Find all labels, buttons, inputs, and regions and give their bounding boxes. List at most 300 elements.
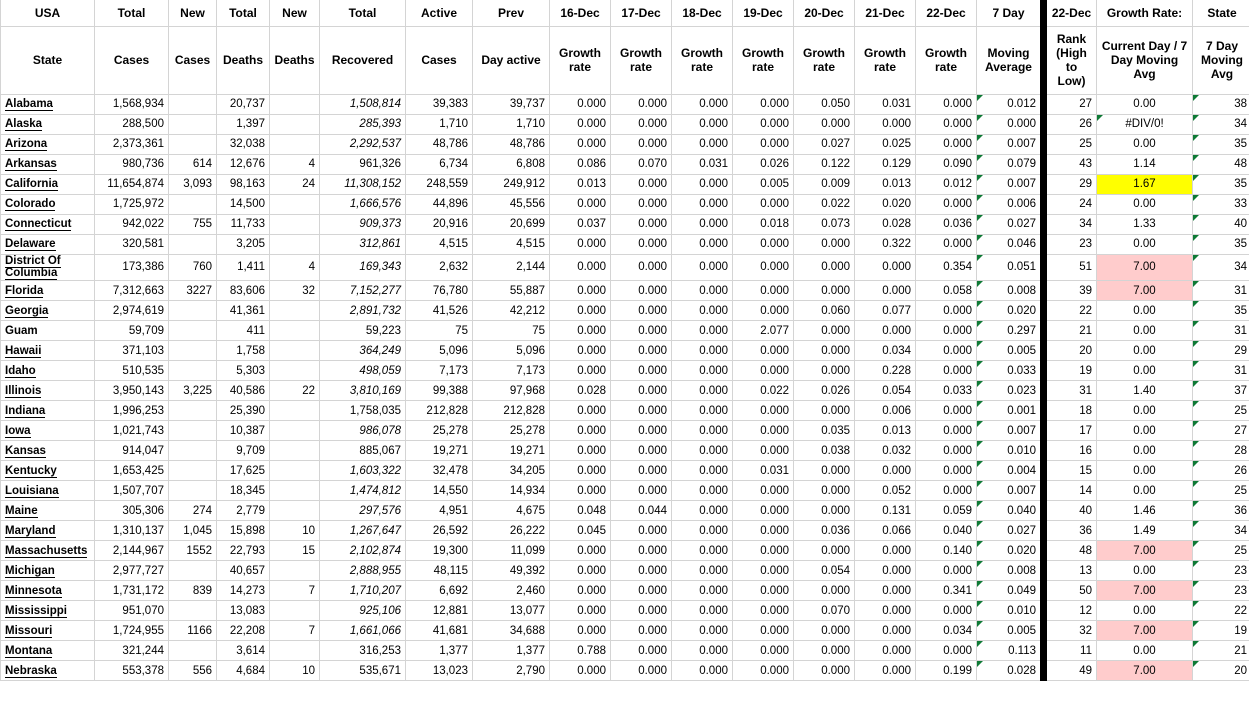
table-row[interactable] xyxy=(1,641,1249,661)
recovered-cell[interactable]: 1,710,207 xyxy=(320,581,406,601)
active-cases-cell[interactable]: 2,632 xyxy=(406,254,473,281)
active-cases-cell[interactable]: 41,526 xyxy=(406,301,473,321)
growth-rate-g20-cell[interactable]: 0.000 xyxy=(794,401,855,421)
rank-cell[interactable]: 48 xyxy=(1044,541,1097,561)
current-over-avg-cell[interactable]: 0.00 xyxy=(1097,421,1193,441)
moving-average-cell[interactable]: 0.027 xyxy=(977,214,1044,234)
active-cases-cell[interactable]: 25,278 xyxy=(406,421,473,441)
new-cases-cell[interactable]: 274 xyxy=(169,501,217,521)
new-deaths-cell[interactable] xyxy=(270,194,320,214)
growth-rate-g19-cell[interactable]: 0.000 xyxy=(733,621,794,641)
recovered-cell[interactable]: 885,067 xyxy=(320,441,406,461)
growth-rate-g17-cell[interactable]: 0.000 xyxy=(611,134,672,154)
growth-rate-g21-cell[interactable]: 0.000 xyxy=(855,661,916,681)
state-name-cell[interactable] xyxy=(1,521,95,541)
growth-rate-g22-cell[interactable]: 0.354 xyxy=(916,254,977,281)
growth-rate-g17-cell[interactable]: 0.000 xyxy=(611,361,672,381)
total-deaths-cell[interactable]: 14,273 xyxy=(217,581,270,601)
table-row[interactable] xyxy=(1,621,1249,641)
growth-rate-g22-cell[interactable]: 0.000 xyxy=(916,94,977,114)
recovered-cell[interactable]: 498,059 xyxy=(320,361,406,381)
new-deaths-cell[interactable]: 10 xyxy=(270,661,320,681)
growth-rate-g18-cell[interactable]: 0.000 xyxy=(672,541,733,561)
growth-rate-g17-cell[interactable]: 0.000 xyxy=(611,521,672,541)
growth-rate-g19-cell[interactable]: 0.000 xyxy=(733,114,794,134)
growth-rate-g22-cell[interactable]: 0.000 xyxy=(916,481,977,501)
total-deaths-cell[interactable]: 411 xyxy=(217,321,270,341)
total-cases-cell[interactable]: 1,568,934 xyxy=(95,94,169,114)
new-deaths-cell[interactable]: 7 xyxy=(270,621,320,641)
growth-rate-g18-cell[interactable]: 0.000 xyxy=(672,381,733,401)
current-over-avg-cell[interactable]: 1.14 xyxy=(1097,154,1193,174)
state-7day-moving-avg-cell[interactable]: 31 xyxy=(1193,321,1249,341)
new-cases-cell[interactable] xyxy=(169,321,217,341)
table-row[interactable] xyxy=(1,481,1249,501)
growth-rate-g21-cell[interactable]: 0.000 xyxy=(855,641,916,661)
recovered-cell[interactable]: 1,758,035 xyxy=(320,401,406,421)
recovered-cell[interactable]: 3,810,169 xyxy=(320,381,406,401)
new-cases-cell[interactable] xyxy=(169,194,217,214)
rank-cell[interactable]: 29 xyxy=(1044,174,1097,194)
rank-cell[interactable]: 17 xyxy=(1044,421,1097,441)
state-7day-moving-avg-cell[interactable]: 35 xyxy=(1193,174,1249,194)
growth-rate-g22-cell[interactable]: 0.033 xyxy=(916,381,977,401)
state-name-cell[interactable] xyxy=(1,214,95,234)
growth-rate-g17-cell[interactable]: 0.000 xyxy=(611,641,672,661)
rank-cell[interactable]: 14 xyxy=(1044,481,1097,501)
state-7day-moving-avg-cell[interactable]: 26 xyxy=(1193,461,1249,481)
total-deaths-cell[interactable]: 32,038 xyxy=(217,134,270,154)
current-over-avg-cell[interactable]: 1.40 xyxy=(1097,381,1193,401)
growth-rate-g21-cell[interactable]: 0.034 xyxy=(855,341,916,361)
total-cases-cell[interactable]: 914,047 xyxy=(95,441,169,461)
new-cases-cell[interactable]: 614 xyxy=(169,154,217,174)
growth-rate-g19-cell[interactable]: 0.000 xyxy=(733,194,794,214)
active-cases-cell[interactable]: 19,271 xyxy=(406,441,473,461)
growth-rate-g21-cell[interactable]: 0.077 xyxy=(855,301,916,321)
new-cases-cell[interactable]: 3,225 xyxy=(169,381,217,401)
total-deaths-cell[interactable]: 41,361 xyxy=(217,301,270,321)
growth-rate-g20-cell[interactable]: 0.050 xyxy=(794,94,855,114)
moving-average-cell[interactable]: 0.040 xyxy=(977,501,1044,521)
growth-rate-g22-cell[interactable]: 0.000 xyxy=(916,461,977,481)
state-name-cell[interactable] xyxy=(1,194,95,214)
total-cases-cell[interactable]: 11,654,874 xyxy=(95,174,169,194)
growth-rate-g18-cell[interactable]: 0.000 xyxy=(672,441,733,461)
recovered-cell[interactable]: 1,267,647 xyxy=(320,521,406,541)
prev-day-active-cell[interactable]: 19,271 xyxy=(473,441,550,461)
moving-average-cell[interactable]: 0.028 xyxy=(977,661,1044,681)
table-row[interactable] xyxy=(1,661,1249,681)
growth-rate-g22-cell[interactable]: 0.012 xyxy=(916,174,977,194)
state-7day-moving-avg-cell[interactable]: 25 xyxy=(1193,401,1249,421)
growth-rate-g20-cell[interactable]: 0.073 xyxy=(794,214,855,234)
rank-cell[interactable]: 25 xyxy=(1044,134,1097,154)
rank-cell[interactable]: 39 xyxy=(1044,281,1097,301)
growth-rate-g20-cell[interactable]: 0.000 xyxy=(794,621,855,641)
growth-rate-g18-cell[interactable]: 0.000 xyxy=(672,421,733,441)
new-deaths-cell[interactable] xyxy=(270,94,320,114)
state-7day-moving-avg-cell[interactable]: 35 xyxy=(1193,301,1249,321)
growth-rate-g22-cell[interactable]: 0.000 xyxy=(916,361,977,381)
state-7day-moving-avg-cell[interactable]: 19 xyxy=(1193,621,1249,641)
rank-cell[interactable]: 24 xyxy=(1044,194,1097,214)
total-cases-cell[interactable]: 2,977,727 xyxy=(95,561,169,581)
active-cases-cell[interactable]: 19,300 xyxy=(406,541,473,561)
growth-rate-g21-cell[interactable]: 0.052 xyxy=(855,481,916,501)
new-cases-cell[interactable]: 1166 xyxy=(169,621,217,641)
table-row[interactable] xyxy=(1,254,1249,281)
growth-rate-g17-cell[interactable]: 0.000 xyxy=(611,461,672,481)
growth-rate-g21-cell[interactable]: 0.006 xyxy=(855,401,916,421)
current-over-avg-cell[interactable]: 0.00 xyxy=(1097,481,1193,501)
total-deaths-cell[interactable]: 83,606 xyxy=(217,281,270,301)
growth-rate-g22-cell[interactable]: 0.036 xyxy=(916,214,977,234)
recovered-cell[interactable]: 925,106 xyxy=(320,601,406,621)
growth-rate-g17-cell[interactable]: 0.000 xyxy=(611,281,672,301)
growth-rate-g20-cell[interactable]: 0.000 xyxy=(794,281,855,301)
total-deaths-cell[interactable]: 18,345 xyxy=(217,481,270,501)
table-row[interactable] xyxy=(1,154,1249,174)
recovered-cell[interactable]: 961,326 xyxy=(320,154,406,174)
prev-day-active-cell[interactable]: 25,278 xyxy=(473,421,550,441)
table-row[interactable] xyxy=(1,561,1249,581)
recovered-cell[interactable]: 312,861 xyxy=(320,234,406,254)
current-over-avg-cell[interactable]: 7.00 xyxy=(1097,254,1193,281)
recovered-cell[interactable]: 285,393 xyxy=(320,114,406,134)
growth-rate-g18-cell[interactable]: 0.000 xyxy=(672,581,733,601)
recovered-cell[interactable]: 2,888,955 xyxy=(320,561,406,581)
prev-day-active-cell[interactable]: 34,205 xyxy=(473,461,550,481)
growth-rate-g17-cell[interactable]: 0.000 xyxy=(611,661,672,681)
growth-rate-g22-cell[interactable]: 0.000 xyxy=(916,134,977,154)
new-deaths-cell[interactable]: 4 xyxy=(270,254,320,281)
new-cases-cell[interactable]: 556 xyxy=(169,661,217,681)
growth-rate-g22-cell[interactable]: 0.000 xyxy=(916,301,977,321)
moving-average-cell[interactable]: 0.008 xyxy=(977,561,1044,581)
state-7day-moving-avg-cell[interactable]: 23 xyxy=(1193,561,1249,581)
total-deaths-cell[interactable]: 12,676 xyxy=(217,154,270,174)
state-name-cell[interactable] xyxy=(1,581,95,601)
growth-rate-g22-cell[interactable]: 0.000 xyxy=(916,601,977,621)
current-over-avg-cell[interactable]: 0.00 xyxy=(1097,134,1193,154)
growth-rate-g22-cell[interactable]: 0.000 xyxy=(916,234,977,254)
moving-average-cell[interactable]: 0.051 xyxy=(977,254,1044,281)
growth-rate-g18-cell[interactable]: 0.000 xyxy=(672,134,733,154)
moving-average-cell[interactable]: 0.020 xyxy=(977,301,1044,321)
total-deaths-cell[interactable]: 22,793 xyxy=(217,541,270,561)
growth-rate-g16-cell[interactable]: 0.000 xyxy=(550,661,611,681)
new-cases-cell[interactable]: 760 xyxy=(169,254,217,281)
total-cases-cell[interactable]: 288,500 xyxy=(95,114,169,134)
active-cases-cell[interactable]: 26,592 xyxy=(406,521,473,541)
growth-rate-g19-cell[interactable]: 0.026 xyxy=(733,154,794,174)
moving-average-cell[interactable]: 0.010 xyxy=(977,601,1044,621)
total-deaths-cell[interactable]: 25,390 xyxy=(217,401,270,421)
growth-rate-g21-cell[interactable]: 0.013 xyxy=(855,421,916,441)
total-deaths-cell[interactable]: 20,737 xyxy=(217,94,270,114)
growth-rate-g20-cell[interactable]: 0.000 xyxy=(794,501,855,521)
state-name-cell[interactable] xyxy=(1,501,95,521)
growth-rate-g22-cell[interactable]: 0.000 xyxy=(916,114,977,134)
current-over-avg-cell[interactable]: 7.00 xyxy=(1097,661,1193,681)
prev-day-active-cell[interactable]: 13,077 xyxy=(473,601,550,621)
recovered-cell[interactable]: 1,661,066 xyxy=(320,621,406,641)
new-deaths-cell[interactable] xyxy=(270,461,320,481)
total-deaths-cell[interactable]: 5,303 xyxy=(217,361,270,381)
moving-average-cell[interactable]: 0.005 xyxy=(977,341,1044,361)
growth-rate-g18-cell[interactable]: 0.000 xyxy=(672,601,733,621)
growth-rate-g17-cell[interactable]: 0.070 xyxy=(611,154,672,174)
moving-average-cell[interactable]: 0.046 xyxy=(977,234,1044,254)
state-7day-moving-avg-cell[interactable]: 23 xyxy=(1193,581,1249,601)
state-7day-moving-avg-cell[interactable]: 40 xyxy=(1193,214,1249,234)
growth-rate-g21-cell[interactable]: 0.000 xyxy=(855,321,916,341)
growth-rate-g20-cell[interactable]: 0.000 xyxy=(794,661,855,681)
growth-rate-g18-cell[interactable]: 0.000 xyxy=(672,481,733,501)
recovered-cell[interactable]: 2,102,874 xyxy=(320,541,406,561)
new-cases-cell[interactable]: 3,093 xyxy=(169,174,217,194)
state-7day-moving-avg-cell[interactable]: 20 xyxy=(1193,661,1249,681)
total-cases-cell[interactable]: 1,653,425 xyxy=(95,461,169,481)
state-name-cell[interactable] xyxy=(1,174,95,194)
state-name-cell[interactable] xyxy=(1,281,95,301)
growth-rate-g20-cell[interactable]: 0.000 xyxy=(794,114,855,134)
growth-rate-g20-cell[interactable]: 0.060 xyxy=(794,301,855,321)
prev-day-active-cell[interactable]: 42,212 xyxy=(473,301,550,321)
rank-cell[interactable]: 15 xyxy=(1044,461,1097,481)
state-7day-moving-avg-cell[interactable]: 33 xyxy=(1193,194,1249,214)
growth-rate-g16-cell[interactable]: 0.000 xyxy=(550,134,611,154)
new-cases-cell[interactable] xyxy=(169,401,217,421)
prev-day-active-cell[interactable]: 11,099 xyxy=(473,541,550,561)
total-deaths-cell[interactable]: 2,779 xyxy=(217,501,270,521)
total-cases-cell[interactable]: 1,310,137 xyxy=(95,521,169,541)
current-over-avg-cell[interactable]: 0.00 xyxy=(1097,361,1193,381)
rank-cell[interactable]: 50 xyxy=(1044,581,1097,601)
growth-rate-g18-cell[interactable]: 0.000 xyxy=(672,661,733,681)
growth-rate-g20-cell[interactable]: 0.070 xyxy=(794,601,855,621)
table-row[interactable] xyxy=(1,94,1249,114)
total-cases-cell[interactable]: 951,070 xyxy=(95,601,169,621)
total-cases-cell[interactable]: 1,725,972 xyxy=(95,194,169,214)
rank-cell[interactable]: 40 xyxy=(1044,501,1097,521)
active-cases-cell[interactable]: 32,478 xyxy=(406,461,473,481)
growth-rate-g18-cell[interactable]: 0.000 xyxy=(672,461,733,481)
prev-day-active-cell[interactable]: 97,968 xyxy=(473,381,550,401)
prev-day-active-cell[interactable]: 20,699 xyxy=(473,214,550,234)
moving-average-cell[interactable]: 0.000 xyxy=(977,114,1044,134)
rank-cell[interactable]: 12 xyxy=(1044,601,1097,621)
rank-cell[interactable]: 43 xyxy=(1044,154,1097,174)
total-deaths-cell[interactable]: 1,411 xyxy=(217,254,270,281)
new-deaths-cell[interactable] xyxy=(270,301,320,321)
active-cases-cell[interactable]: 248,559 xyxy=(406,174,473,194)
rank-cell[interactable]: 36 xyxy=(1044,521,1097,541)
new-cases-cell[interactable] xyxy=(169,441,217,461)
new-deaths-cell[interactable] xyxy=(270,561,320,581)
growth-rate-g16-cell[interactable]: 0.000 xyxy=(550,481,611,501)
new-deaths-cell[interactable] xyxy=(270,641,320,661)
rank-cell[interactable]: 26 xyxy=(1044,114,1097,134)
growth-rate-g20-cell[interactable]: 0.000 xyxy=(794,541,855,561)
active-cases-cell[interactable]: 20,916 xyxy=(406,214,473,234)
total-deaths-cell[interactable]: 9,709 xyxy=(217,441,270,461)
prev-day-active-cell[interactable]: 2,144 xyxy=(473,254,550,281)
recovered-cell[interactable]: 986,078 xyxy=(320,421,406,441)
new-cases-cell[interactable] xyxy=(169,301,217,321)
new-deaths-cell[interactable]: 7 xyxy=(270,581,320,601)
growth-rate-g16-cell[interactable]: 0.000 xyxy=(550,601,611,621)
growth-rate-g16-cell[interactable]: 0.000 xyxy=(550,461,611,481)
rank-cell[interactable]: 18 xyxy=(1044,401,1097,421)
new-cases-cell[interactable]: 1552 xyxy=(169,541,217,561)
rank-cell[interactable]: 51 xyxy=(1044,254,1097,281)
moving-average-cell[interactable]: 0.006 xyxy=(977,194,1044,214)
total-cases-cell[interactable]: 173,386 xyxy=(95,254,169,281)
growth-rate-g20-cell[interactable]: 0.000 xyxy=(794,641,855,661)
growth-rate-g17-cell[interactable]: 0.000 xyxy=(611,214,672,234)
moving-average-cell[interactable]: 0.033 xyxy=(977,361,1044,381)
current-over-avg-cell[interactable]: #DIV/0! xyxy=(1097,114,1193,134)
rank-cell[interactable]: 19 xyxy=(1044,361,1097,381)
total-deaths-cell[interactable]: 15,898 xyxy=(217,521,270,541)
growth-rate-g17-cell[interactable]: 0.000 xyxy=(611,481,672,501)
total-deaths-cell[interactable]: 1,758 xyxy=(217,341,270,361)
new-deaths-cell[interactable]: 4 xyxy=(270,154,320,174)
current-over-avg-cell[interactable]: 1.33 xyxy=(1097,214,1193,234)
recovered-cell[interactable]: 2,292,537 xyxy=(320,134,406,154)
total-cases-cell[interactable]: 1,507,707 xyxy=(95,481,169,501)
total-cases-cell[interactable]: 1,724,955 xyxy=(95,621,169,641)
current-over-avg-cell[interactable]: 1.49 xyxy=(1097,521,1193,541)
table-row[interactable] xyxy=(1,501,1249,521)
current-over-avg-cell[interactable]: 7.00 xyxy=(1097,581,1193,601)
growth-rate-g16-cell[interactable]: 0.048 xyxy=(550,501,611,521)
growth-rate-g21-cell[interactable]: 0.032 xyxy=(855,441,916,461)
growth-rate-g22-cell[interactable]: 0.000 xyxy=(916,641,977,661)
moving-average-cell[interactable]: 0.004 xyxy=(977,461,1044,481)
prev-day-active-cell[interactable]: 14,934 xyxy=(473,481,550,501)
active-cases-cell[interactable]: 5,096 xyxy=(406,341,473,361)
total-cases-cell[interactable]: 553,378 xyxy=(95,661,169,681)
growth-rate-g17-cell[interactable]: 0.000 xyxy=(611,541,672,561)
table-row[interactable] xyxy=(1,441,1249,461)
table-row[interactable] xyxy=(1,521,1249,541)
growth-rate-g18-cell[interactable]: 0.000 xyxy=(672,301,733,321)
growth-rate-g17-cell[interactable]: 0.000 xyxy=(611,254,672,281)
total-deaths-cell[interactable]: 13,083 xyxy=(217,601,270,621)
growth-rate-g21-cell[interactable]: 0.066 xyxy=(855,521,916,541)
growth-rate-g16-cell[interactable]: 0.000 xyxy=(550,194,611,214)
growth-rate-g19-cell[interactable]: 0.000 xyxy=(733,254,794,281)
growth-rate-g19-cell[interactable]: 0.000 xyxy=(733,481,794,501)
state-name-cell[interactable] xyxy=(1,381,95,401)
growth-rate-g16-cell[interactable]: 0.000 xyxy=(550,234,611,254)
state-7day-moving-avg-cell[interactable]: 38 xyxy=(1193,94,1249,114)
total-cases-cell[interactable]: 510,535 xyxy=(95,361,169,381)
growth-rate-g17-cell[interactable]: 0.000 xyxy=(611,341,672,361)
rank-cell[interactable]: 34 xyxy=(1044,214,1097,234)
active-cases-cell[interactable]: 48,115 xyxy=(406,561,473,581)
table-row[interactable] xyxy=(1,381,1249,401)
growth-rate-g17-cell[interactable]: 0.000 xyxy=(611,321,672,341)
growth-rate-g19-cell[interactable]: 0.000 xyxy=(733,94,794,114)
total-cases-cell[interactable]: 3,950,143 xyxy=(95,381,169,401)
total-deaths-cell[interactable]: 22,208 xyxy=(217,621,270,641)
state-7day-moving-avg-cell[interactable]: 36 xyxy=(1193,501,1249,521)
total-cases-cell[interactable]: 1,731,172 xyxy=(95,581,169,601)
state-name-cell[interactable] xyxy=(1,254,95,281)
growth-rate-g17-cell[interactable]: 0.000 xyxy=(611,174,672,194)
state-7day-moving-avg-cell[interactable]: 48 xyxy=(1193,154,1249,174)
table-row[interactable] xyxy=(1,341,1249,361)
growth-rate-g22-cell[interactable]: 0.034 xyxy=(916,621,977,641)
growth-rate-g17-cell[interactable]: 0.000 xyxy=(611,194,672,214)
moving-average-cell[interactable]: 0.008 xyxy=(977,281,1044,301)
growth-rate-g16-cell[interactable]: 0.000 xyxy=(550,301,611,321)
growth-rate-g19-cell[interactable]: 2.077 xyxy=(733,321,794,341)
total-deaths-cell[interactable]: 4,684 xyxy=(217,661,270,681)
recovered-cell[interactable]: 316,253 xyxy=(320,641,406,661)
state-name-cell[interactable] xyxy=(1,461,95,481)
prev-day-active-cell[interactable]: 48,786 xyxy=(473,134,550,154)
growth-rate-g18-cell[interactable]: 0.000 xyxy=(672,214,733,234)
rank-cell[interactable]: 49 xyxy=(1044,661,1097,681)
growth-rate-g21-cell[interactable]: 0.322 xyxy=(855,234,916,254)
growth-rate-g18-cell[interactable]: 0.000 xyxy=(672,281,733,301)
growth-rate-g21-cell[interactable]: 0.000 xyxy=(855,621,916,641)
new-cases-cell[interactable] xyxy=(169,234,217,254)
growth-rate-g16-cell[interactable]: 0.000 xyxy=(550,541,611,561)
total-deaths-cell[interactable]: 3,205 xyxy=(217,234,270,254)
total-cases-cell[interactable]: 305,306 xyxy=(95,501,169,521)
new-deaths-cell[interactable] xyxy=(270,321,320,341)
total-deaths-cell[interactable]: 40,586 xyxy=(217,381,270,401)
growth-rate-g20-cell[interactable]: 0.038 xyxy=(794,441,855,461)
state-name-cell[interactable] xyxy=(1,301,95,321)
growth-rate-g21-cell[interactable]: 0.000 xyxy=(855,114,916,134)
new-cases-cell[interactable] xyxy=(169,134,217,154)
growth-rate-g22-cell[interactable]: 0.140 xyxy=(916,541,977,561)
growth-rate-g18-cell[interactable]: 0.031 xyxy=(672,154,733,174)
growth-rate-g16-cell[interactable]: 0.037 xyxy=(550,214,611,234)
active-cases-cell[interactable]: 1,710 xyxy=(406,114,473,134)
growth-rate-g21-cell[interactable]: 0.131 xyxy=(855,501,916,521)
growth-rate-g18-cell[interactable]: 0.000 xyxy=(672,234,733,254)
growth-rate-g18-cell[interactable]: 0.000 xyxy=(672,401,733,421)
table-row[interactable] xyxy=(1,421,1249,441)
table-row[interactable] xyxy=(1,301,1249,321)
prev-day-active-cell[interactable]: 7,173 xyxy=(473,361,550,381)
new-cases-cell[interactable] xyxy=(169,94,217,114)
growth-rate-g19-cell[interactable]: 0.000 xyxy=(733,661,794,681)
new-cases-cell[interactable] xyxy=(169,641,217,661)
growth-rate-g19-cell[interactable]: 0.000 xyxy=(733,401,794,421)
current-over-avg-cell[interactable]: 0.00 xyxy=(1097,194,1193,214)
total-cases-cell[interactable]: 2,144,967 xyxy=(95,541,169,561)
table-row[interactable] xyxy=(1,321,1249,341)
total-cases-cell[interactable]: 980,736 xyxy=(95,154,169,174)
prev-day-active-cell[interactable]: 45,556 xyxy=(473,194,550,214)
active-cases-cell[interactable]: 6,692 xyxy=(406,581,473,601)
new-deaths-cell[interactable]: 15 xyxy=(270,541,320,561)
prev-day-active-cell[interactable]: 212,828 xyxy=(473,401,550,421)
growth-rate-g16-cell[interactable]: 0.000 xyxy=(550,621,611,641)
growth-rate-g20-cell[interactable]: 0.026 xyxy=(794,381,855,401)
growth-rate-g18-cell[interactable]: 0.000 xyxy=(672,321,733,341)
growth-rate-g19-cell[interactable]: 0.000 xyxy=(733,301,794,321)
